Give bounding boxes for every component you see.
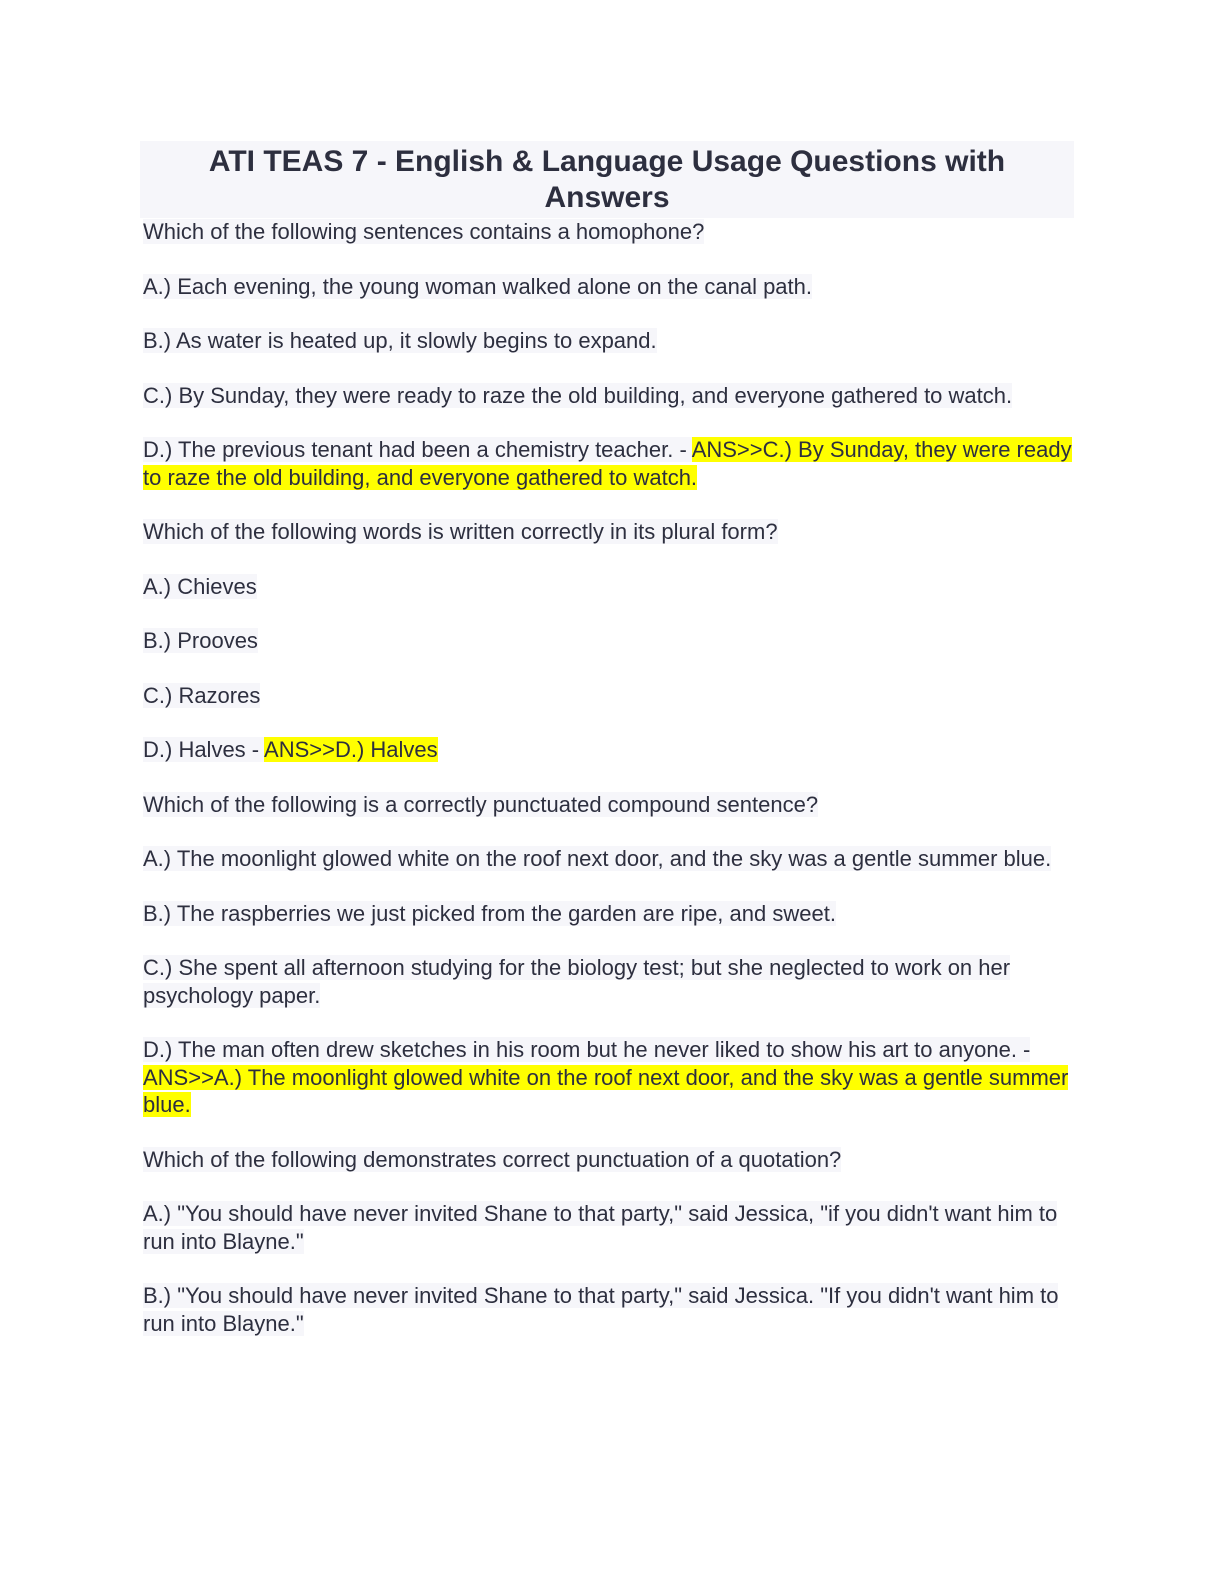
question-block <box>140 1146 1074 1338</box>
answer-option <box>140 954 1074 1009</box>
answer-option <box>140 273 1074 301</box>
answer-option <box>140 382 1074 410</box>
document-page <box>140 141 1074 1364</box>
answer-option-text: B.) "You should have never invited Shane to that party," said Jessica. "If you didn't want him to run into Blayne." <box>143 1283 1059 1336</box>
answer-option-text: D.) The man often drew sketches in his room but he never liked to show his art to anyone. - <box>143 1037 1031 1062</box>
answer-option <box>140 845 1074 873</box>
question-prompt-text: Which of the following words is written correctly in its plural form? <box>143 519 778 544</box>
document-title: ATI TEAS 7 - English & Language Usage Questions with Answers <box>208 145 1006 214</box>
answer-option-text: B.) The raspberries we just picked from the garden are ripe, and sweet. <box>143 900 836 926</box>
answer-option-text: B.) As water is heated up, it slowly begins to expand. <box>143 328 657 353</box>
answer-option <box>140 627 1074 655</box>
answer-option <box>140 1200 1074 1255</box>
correct-answer-highlight: ANS>>D.) Halves <box>264 737 438 762</box>
answer-option-text: D.) The previous tenant had been a chemistry teacher. - <box>143 437 692 462</box>
answer-option-text: D.) Halves - <box>143 737 265 762</box>
answer-option <box>140 436 1074 491</box>
question-prompt-text: Which of the following sentences contains a homophone? <box>143 219 705 244</box>
answer-option-text: C.) She spent all afternoon studying for the biology test; but she neglected to work on her psychology paper. <box>143 955 1011 1008</box>
question-prompt <box>140 791 1074 819</box>
question-prompt <box>140 518 1074 546</box>
question-block <box>140 791 1074 1119</box>
answer-option <box>140 573 1074 601</box>
answer-option-text: A.) Each evening, the young woman walked alone on the canal path. <box>143 273 813 299</box>
answer-option <box>140 736 1074 764</box>
answer-option <box>140 1282 1074 1337</box>
question-prompt-text: Which of the following demonstrates correct punctuation of a quotation? <box>143 1146 842 1172</box>
title-box <box>140 141 1074 218</box>
answer-option-text: A.) The moonlight glowed white on the roof next door, and the sky was a gentle summer blue. <box>143 846 1052 871</box>
answer-option-text: A.) Chieves <box>143 573 257 599</box>
answer-option-text: C.) By Sunday, they were ready to raze the old building, and everyone gathered to watch. <box>143 382 1013 408</box>
correct-answer-highlight: ANS>>C.) By Sunday, they were ready to raze the old building, and everyone gathered to watch. <box>143 437 1072 490</box>
question-block <box>140 518 1074 764</box>
question-prompt-text: Which of the following is a correctly punctuated compound sentence? <box>143 791 819 817</box>
answer-option <box>140 900 1074 928</box>
answer-option <box>140 1036 1074 1119</box>
correct-answer-highlight: ANS>>A.) The moonlight glowed white on the roof next door, and the sky was a gentle summer blue. <box>143 1064 1069 1117</box>
answer-option-text: C.) Razores <box>143 682 261 708</box>
answer-option <box>140 682 1074 710</box>
answer-option-text: B.) Prooves <box>143 628 258 653</box>
question-prompt <box>140 1146 1074 1174</box>
answer-option <box>140 327 1074 355</box>
question-prompt <box>140 218 1074 246</box>
answer-option-text: A.) "You should have never invited Shane to that party," said Jessica, "if you didn't want him to run into Blayne." <box>143 1201 1058 1254</box>
question-block <box>140 218 1074 491</box>
